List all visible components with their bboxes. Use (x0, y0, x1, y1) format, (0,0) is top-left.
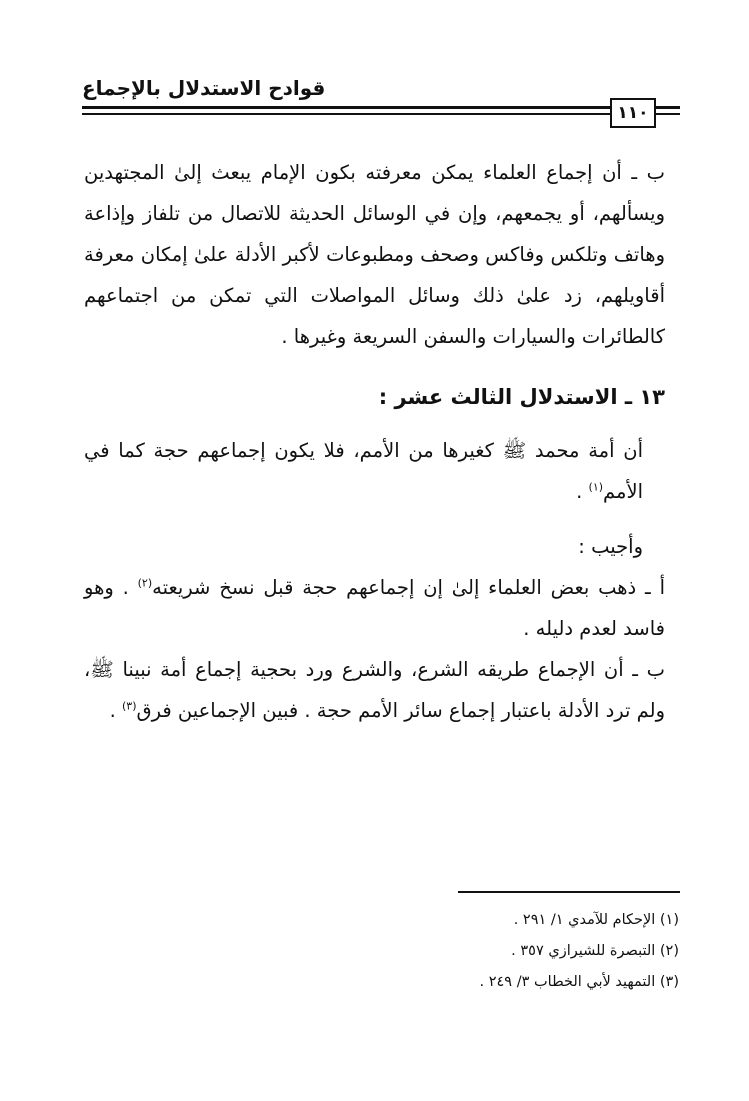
argument-text: أن أمة محمد ﷺ كغيرها من الأمم، فلا يكون إجماعهم حجة كما في الأمم (84, 439, 643, 503)
answer-a-end: . وهو فاسد لعدم دليله . (84, 576, 665, 640)
answer-b (84, 649, 665, 731)
footnote-separator (458, 891, 680, 893)
argument-end: . (576, 480, 589, 503)
footnotes (279, 905, 679, 998)
paragraph-b: ب ـ أن إجماع العلماء يمكن معرفته بكون الإمام يبعث إلىٰ المجتهدين ويسألهم، أو يجمعهم، وإن في الوسائل الحديثة للاتصال من تلفاز وإذاعة وهاتف وتلكس وفاكس وصحف ومطبوعات لأكبر الأدلة علىٰ إمكان معرفة أقاويلهم، زد علىٰ ذلك وسائل المواصلات التي تمكن من اجتماعهم كالطائرات والسيارات والسفن السريعة وغيرها . (84, 161, 665, 348)
argument-paragraph (84, 430, 665, 512)
footnote-ref-2: (٢) (137, 576, 153, 590)
footnote-1: (١) الإحكام للآمدي ١/ ٢٩١ . (513, 912, 679, 928)
footnote-2: (٢) التبصرة للشيرازي ٣٥٧ . (511, 943, 679, 959)
answer-b-text: ب ـ أن الإجماع طريقه الشرع، والشرع ورد بحجية إجماع أمة نبينا ﷺ، ولم ترد الأدلة باعتبار إجماع سائر الأمم حجة . فبين الإجماعين فرق (84, 658, 665, 722)
main-text (84, 152, 665, 731)
footnote-3: (٣) التمهيد لأبي الخطاب ٣/ ٢٤٩ . (479, 974, 679, 990)
header-rule-right-bottom (654, 113, 680, 115)
running-title: قوادح الاستدلال بالإجماع (82, 76, 326, 100)
answer-label: وأجيب : (578, 535, 643, 558)
header-rule-top (82, 106, 610, 109)
header-rule-right-top (654, 106, 680, 109)
footnote-ref-3: (٣) (121, 699, 137, 713)
footnote-ref-1: (١) (588, 480, 604, 494)
answer-a-text: أ ـ ذهب بعض العلماء إلىٰ إن إجماعهم حجة قبل نسخ شريعته (152, 576, 665, 599)
header-rule-bottom (82, 113, 610, 115)
answer-a (84, 567, 665, 649)
page-number: ١١٠ (610, 98, 656, 128)
answer-b-end: . (109, 699, 122, 722)
section-heading: ١٣ ـ الاستدلال الثالث عشر : (378, 385, 665, 409)
